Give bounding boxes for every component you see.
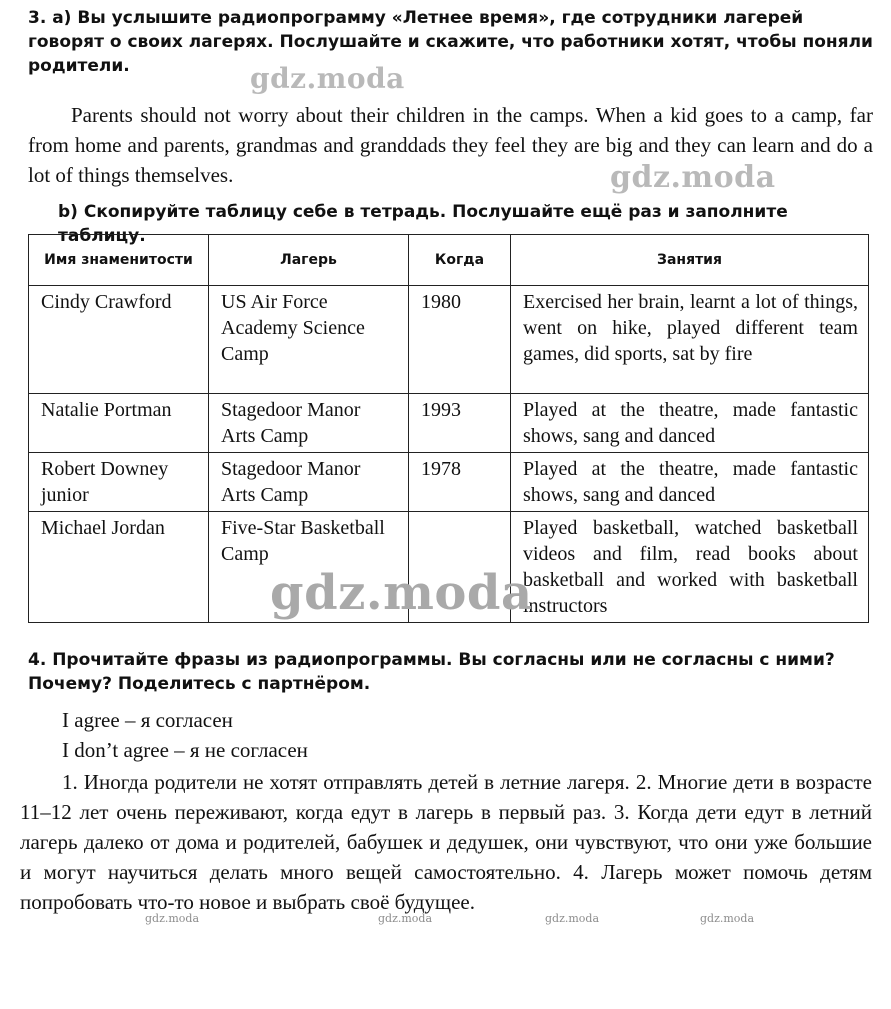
disagree-phrase: I don’t agree – я не согласен: [62, 738, 308, 762]
watermark: gdz.moda: [250, 62, 405, 95]
table-row: [29, 453, 869, 512]
cell-activities: Played basketball, watched basketball videos and film, read books about basketball and worked with basketball instructors: [511, 512, 869, 623]
cell-camp: US Air Force Academy Science Camp: [209, 286, 409, 394]
cell-name: Robert Downey junior: [29, 453, 209, 512]
watermark-small: gdz.moda: [378, 912, 433, 925]
watermark: gdz.moda: [610, 160, 776, 195]
agree-phrase: I agree – я согласен: [62, 708, 233, 732]
cell-year: 1993: [409, 394, 511, 453]
cell-activities: Played at the theatre, made fantastic shows, sang and danced: [511, 394, 869, 453]
header-year: Когда: [409, 235, 511, 286]
cell-camp: Stagedoor Manor Arts Camp: [209, 453, 409, 512]
header-activities: Занятия: [511, 235, 869, 286]
cell-name: Natalie Portman: [29, 394, 209, 453]
cell-activities: Played at the theatre, made fantastic shows, sang and danced: [511, 453, 869, 512]
watermark-small: gdz.moda: [145, 912, 200, 925]
cell-camp: Five-Star Basketball Camp: [209, 512, 409, 623]
cell-year: 1980: [409, 286, 511, 394]
task-3a-heading: 3. а) Вы услышите радиопрограмму «Летнее время», где сотрудники лагерей говорят о своих лагерях. Послушайте и скажите, что работники хотят, чтобы поняли родители.: [28, 8, 873, 76]
task-4-heading: 4. Прочитайте фразы из радиопрограммы. Вы согласны или не согласны с ними? Почему? Поделитесь с партнёром.: [28, 650, 835, 694]
cell-name: Michael Jordan: [29, 512, 209, 623]
table-row: [29, 394, 869, 453]
task-3a-answer: Parents should not worry about their children in the camps. When a kid goes to a camp, far from home and parents, grandmas and granddads they feel they are big and they can learn and do a lot of things themselves.: [28, 103, 873, 187]
header-name: Имя знаменитости: [29, 235, 209, 286]
header-camp: Лагерь: [209, 235, 409, 286]
watermark: gdz.moda: [270, 565, 533, 621]
watermark-small: gdz.moda: [700, 912, 755, 925]
cell-name: Cindy Crawford: [29, 286, 209, 394]
table-row: [29, 286, 869, 394]
cell-activities: Exercised her brain, learnt a lot of things, went on hike, played different team games, did sports, sat by fire: [511, 286, 869, 394]
task-4-statements: 1. Иногда родители не хотят отправлять детей в летние лагеря. 2. Многие дети в возрасте 11–12 лет очень переживают, когда едут в лагерь в первый раз. 3. Когда дети едут в летний лагерь далеко от дома и родителей, бабушек и дедушек, они чувствуют, что они уже большие и могут научиться делать много вещей самостоятельно. 4. Лагерь может помочь детям попробовать что-то новое и выбрать своё будущее.: [20, 770, 872, 914]
watermark-small: gdz.moda: [545, 912, 600, 925]
task-3b-heading: b) Скопируйте таблицу себе в тетрадь. Послушайте ещё раз и заполните таблицу.: [58, 202, 788, 246]
cell-camp: Stagedoor Manor Arts Camp: [209, 394, 409, 453]
cell-year: 1978: [409, 453, 511, 512]
table-header-row: [29, 235, 869, 286]
